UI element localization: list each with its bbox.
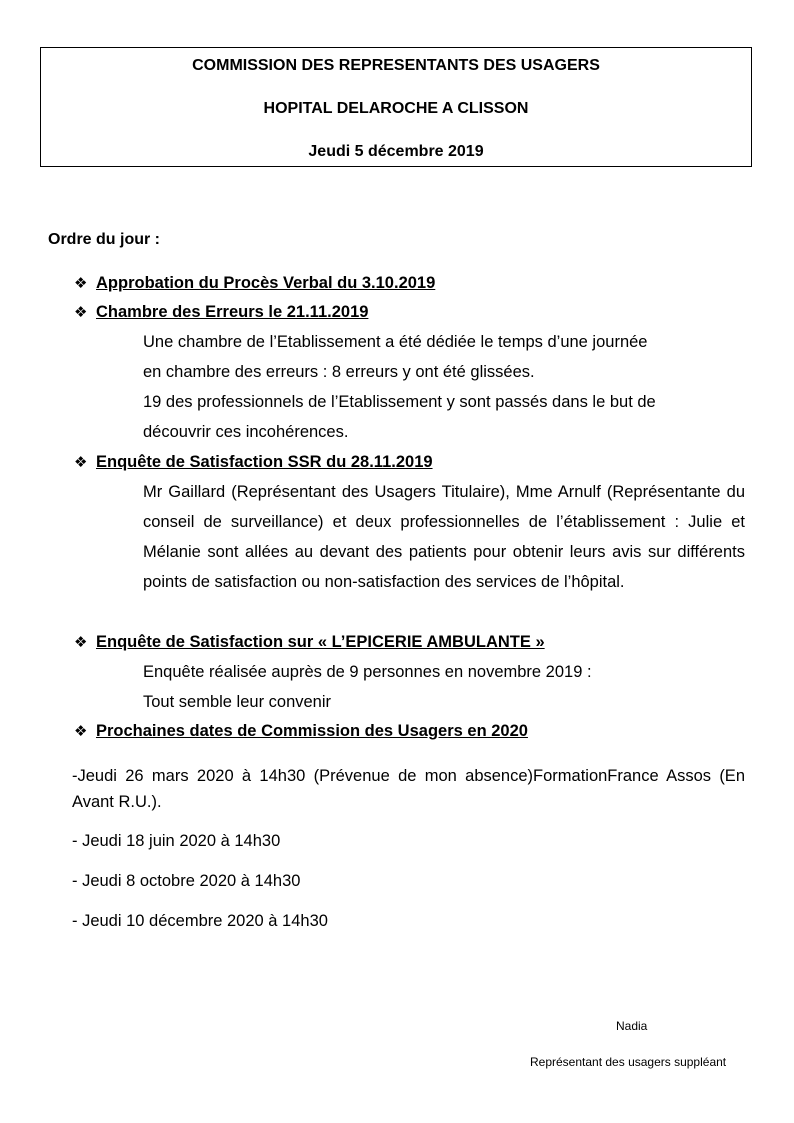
agenda-item [74,302,368,323]
diamond-bullet-icon: ❖ [74,634,88,651]
hospital-name: HOPITAL DELAROCHE A CLISSON [263,100,529,117]
date-entry: - Jeudi 8 octobre 2020 à 14h30 [72,872,301,890]
signature-role: Représentant des usagers suppléant [530,1055,727,1069]
agenda-item [74,452,433,473]
body-line: en chambre des erreurs : 8 erreurs y ont été glissées. [143,363,535,381]
body-line: 19 des professionnels de l’Etablissement y sont passés dans le but de [143,393,656,411]
agenda-item-title: Enquête de Satisfaction SSR du 28.11.2019 [96,453,433,471]
date-entry: - Jeudi 10 décembre 2020 à 14h30 [72,912,328,930]
diamond-bullet-icon: ❖ [74,304,88,321]
meeting-date: Jeudi 5 décembre 2019 [308,143,484,160]
signature-name: Nadia [616,1019,648,1033]
body-line: Tout semble leur convenir [143,693,332,711]
agenda-item-title: Enquête de Satisfaction sur « L’EPICERIE AMBULANTE » [96,633,545,651]
agenda-item-title: Prochaines dates de Commission des Usagers en 2020 [96,722,528,740]
body-line: Enquête réalisée auprès de 9 personnes en novembre 2019 : [143,663,592,681]
diamond-bullet-icon: ❖ [74,275,88,292]
date-entry: -Jeudi 26 mars 2020 à 14h30 (Prévenue de mon absence)FormationFrance Assos (En Avant R.U.). [72,767,745,811]
header-box [40,47,752,167]
diamond-bullet-icon: ❖ [74,454,88,471]
body-line: découvrir ces incohérences. [143,423,349,441]
agenda-item [74,273,435,294]
agenda-item-body [143,657,745,717]
date-entry: - Jeudi 18 juin 2020 à 14h30 [72,832,281,850]
diamond-bullet-icon: ❖ [74,723,88,740]
agenda-item-body [143,477,745,597]
agenda-item [74,632,545,653]
agenda-title: Ordre du jour : [48,231,160,248]
commission-title: COMMISSION DES REPRESENTANTS DES USAGERS [192,57,600,74]
body-paragraph: Mr Gaillard (Représentant des Usagers Titulaire), Mme Arnulf (Représentante du conseil de surveillance) et deux professionnelles de l’établissement : Julie et Mélanie sont allées au devant des patients pour obtenir leurs avis sur différents points de satisfaction ou non-satisfaction des services de l’hôpital. [143,483,745,591]
agenda-item-title: Chambre des Erreurs le 21.11.2019 [96,303,369,321]
agenda-item-body [143,327,745,447]
agenda-item-title: Approbation du Procès Verbal du 3.10.2019 [96,274,436,292]
body-line: Une chambre de l’Etablissement a été dédiée le temps d’une journée [143,333,648,351]
agenda-item [74,721,528,742]
